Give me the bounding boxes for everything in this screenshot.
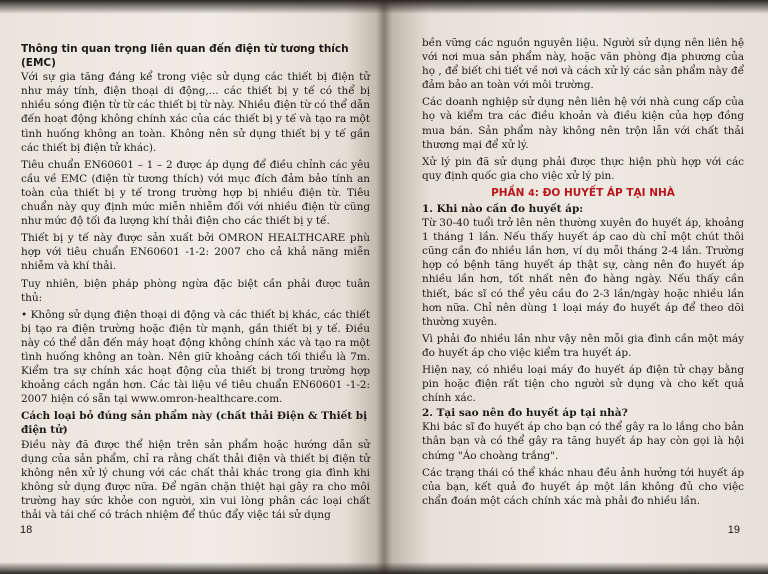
emc-paragraph: Với sự gia tăng đáng kể trong việc sử dụng các thiết bị điện tử như máy tính, điện thoại di động,... các thiết bị y tế có thể bị nhiều sóng điện từ từ các thiết bị từ này. Nhiều điện từ có thể dẫn đến hoạt động không chính xác của các thiết bị y tế và tạo ra một tình huống không an toàn. Không nên sử dụng thiết bị y tế gần các thiết bị điện tử khác). [21,71,370,154]
right-page [384,0,768,574]
q2-paragraph-2: Các trạng thái có thể khác nhau đều ảnh hưởng tới huyết áp của bạn, kết quả đo huyết áp một lần không đủ cho việc chẩn đoán một cách chính xác mà phải đo nhiều lần. [422,466,744,507]
disposal-heading: Cách loại bỏ đúng sản phẩm này (chất thải Điện & Thiết bị điện tử) [21,410,368,437]
business-paragraph: Các doanh nghiệp sử dụng nên liên hệ với nhà cung cấp của họ và kiểm tra các điều khoản và điều kiện của hợp đồng mua bán. Sản phẩm này không nên trộn lẫn với chất thải thương mại để xử lý. [422,96,744,151]
q2-paragraph-1: Khi bác sĩ đo huyết áp cho bạn có thể gây ra lo lắng cho bản thân bạn và có thể gây ra tăng huyết áp hay còn gọi là hội chứng "Áo choàng trắng". [422,421,744,462]
standard-paragraph: Tiêu chuẩn EN60601 – 1 – 2 được áp dụng để điều chỉnh các yêu cầu về EMC (điện từ tương thích) với mục đích đảm bảo tính an toàn của thiết bị y tế trong trường hợp bị nhiều điện từ. Tiêu chuẩn này quy định mức miễn nhiễm đối với nhiều điện từ cũng như mức độ tối đa lượng khí thải điện cho các thiết bị y tế. [21,158,370,228]
section-title [422,186,744,201]
disposal-continued: bền vững các nguồn nguyên liệu. Người sử dụng nên liên hệ với nơi mua sản phẩm này, hoặc văn phòng địa phương của họ , để biết chi tiết về nơi và cách xử lý các sản phẩm này để đảm bảo an toàn với môi trường. [422,37,744,92]
disposal-paragraph: Điều này đã được thể hiện trên sản phẩm hoặc hướng dẫn sử dụng của sản phẩm, chỉ ra rằng chất thải điện và thiết bị điện tử không nên xử lý chung với các chất thải khác trong gia đình khi không sử dụng được nữa. Để ngăn chặn thiệt hại gây ra cho môi trường hay sức khỏe con người, xin vui lòng phân các loại chất thải và tái chế có trách nhiệm để thúc đẩy việc tái sử dụng [21,438,370,521]
precaution-bullet: • Không sử dụng điện thoại di động và các thiết bị khác, các thiết bị tạo ra điện trường hoặc điện từ mạnh, gần thiết bị y tế. Điều này có thể dẫn đến máy hoạt động không chính xác và tạo ra một tình huống không an toàn. Nên giữ khoảng cách tối thiểu là 7m. Kiểm tra sự chính xác hoạt động của thiết bị trong trường hợp khoảng cách ngắn hơn. Các tài liệu về tiêu chuẩn EN60601 -1-2: 2007 hiện có sẵn tại www.omron-healthcare.com. [21,308,370,406]
q2-heading: 2. Tại sao nên đo huyết áp tại nhà? [422,407,628,420]
emc-heading: Thông tin quan trọng liên quan đến điện từ tương thích (EMC) [21,43,349,70]
q1-paragraph-2: Vì phải đo nhiều lần như vậy nên mỗi gia đình cần một máy đo huyết áp cho việc kiểm tra huyết áp. [422,332,744,359]
battery-paragraph: Xử lý pin đã sử dụng phải được thực hiện phù hợp với các quy định quốc gia cho việc xử lý pin. [422,155,744,182]
section-title-text: : ĐO HUYẾT ÁP TẠI NHÀ [534,186,675,199]
q1-paragraph-1: Từ 30-40 tuổi trở lên nên thường xuyên đo huyết áp, khoảng 1 tháng 1 lần. Nếu thấy huyết áp cao dù chỉ một chút thôi cũng cần đo nhiều lần hơn, ví dụ mỗi tháng 2-4 lần. Trường hợp có bệnh tăng huyết áp thật sự, càng nên đo huyết áp nhiều lần hơn, tốt nhất nên đo hàng ngày. Nếu thấy cần thiết, bác sĩ có thể yêu cầu đo 2-3 lần/ngày hoặc nhiều lần hơn nữa. Chỉ nên dùng 1 loại máy đo huyết áp để theo dõi thường xuyên. [422,217,744,328]
section-prefix: PHẦN [491,186,529,199]
q1-heading: 1. Khi nào cần đo huyết áp: [422,202,584,215]
precaution-intro: Tuy nhiên, biện pháp phòng ngừa đặc biệt cần phải được tuân thủ: [21,277,370,304]
q1-paragraph-3: Hiện nay, có nhiều loại máy đo huyết áp điện tử chạy bằng pin hoặc điện rất tiện cho người sử dụng và cho kết quả chính xác. [422,363,744,405]
page-number-left: 18 [20,524,33,536]
page-number-right: 19 [727,524,740,536]
omron-paragraph: Thiết bị y tế này được sản xuất bởi OMRON HEALTHCARE phù hợp với tiêu chuẩn EN60601 -1-2: 2007 cho cả khả năng miễn nhiễm và khí thải. [21,232,370,273]
section-number: 4 [528,187,535,199]
